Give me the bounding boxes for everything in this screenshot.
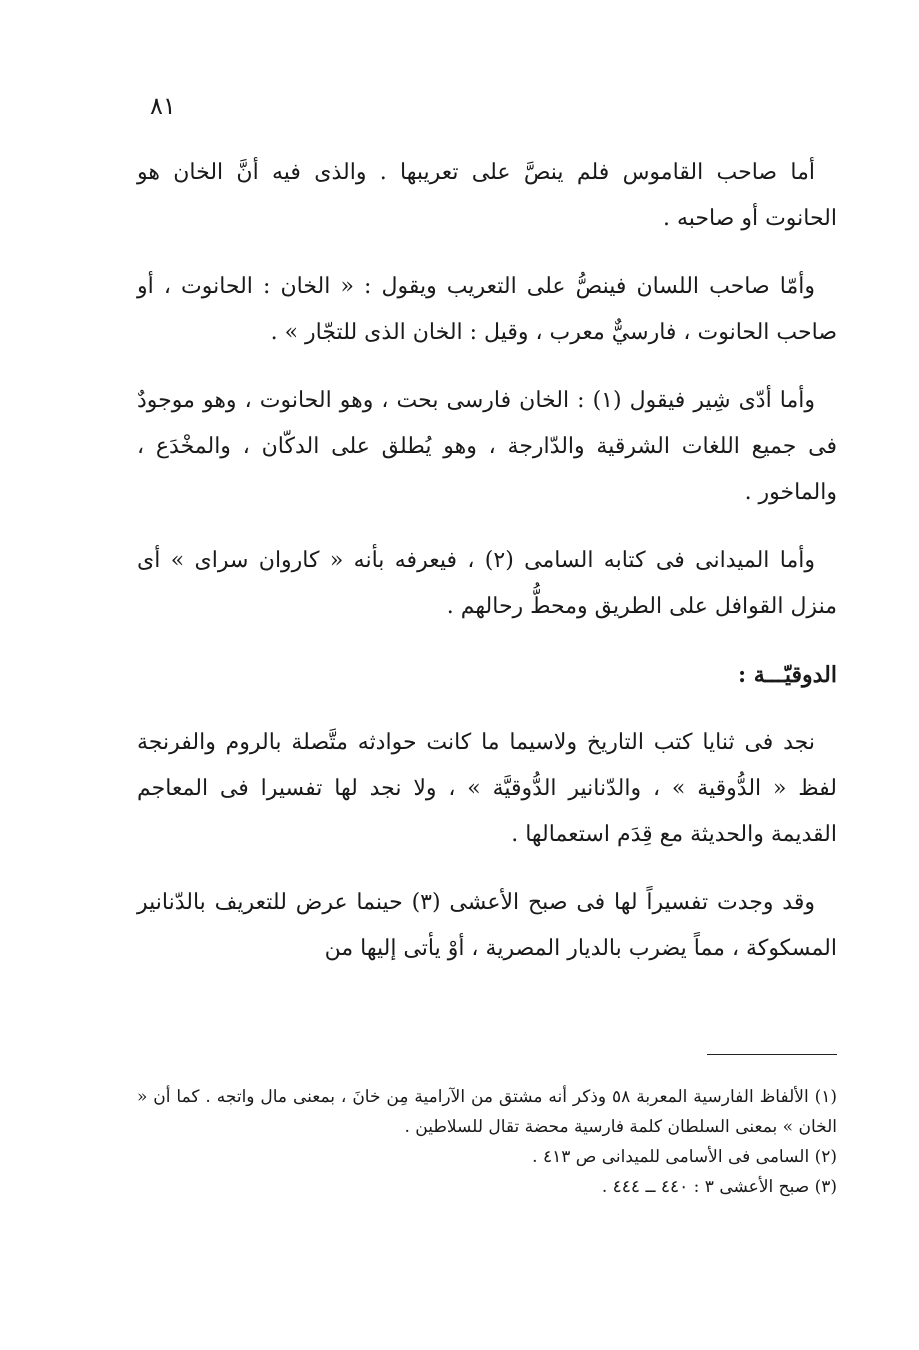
section-heading: الدوقيّـــة : [737,662,837,688]
paragraph-addai-shir: وأما أدّى شِير فيقول (١) : الخان فارسى بحت ، وهو الحانوت ، وهو موجودٌ فى جميع اللغات الشرقية والدّارجة ، وهو يُطلق على الدكّان ، والمخْدَع ، والماخور . [137,388,837,505]
paragraph-lisan: وأمّا صاحب اللسان فينصُّ على التعريب ويقول : « الخان : الحانوت ، أو صاحب الحانوت ، فارسيٌّ معرب ، وقيل : الخان الذى للتجّار » . [137,274,837,345]
page-number: ٨١ [150,92,176,120]
footnote-1: (١) الألفاظ الفارسية المعربة ٥٨ وذكر أنه مشتق من الآرامية مِن خانَ ، بمعنى مال واتجه . كما أن « الخان » بمعنى السلطان كلمة فارسية محضة تقال للسلاطين . [137,1087,837,1137]
paragraph-qamus: أما صاحب القاموس فلم ينصَّ على تعريبها . والذى فيه أنَّ الخان هو الحانوت أو صاحبه . [137,160,837,231]
footnote-3: (٣) صبح الأعشى ٣ : ٤٤٠ ــ ٤٤٤ . [601,1177,837,1197]
footnote-2: (٢) السامى فى الأسامى للميدانى ص ٤١٣ . [532,1147,837,1167]
paragraph-maydani: وأما الميدانى فى كتابه السامى (٢) ، فيعرفه بأنه « كاروان سراى » أى منزل القوافل على الطريق ومحطُّ رحالهم . [137,548,837,619]
main-text [137,150,837,994]
paragraph-duqiya: نجد فى ثنايا كتب التاريخ ولاسيما ما كانت حوادثه متَّصلة بالروم والفرنجة لفظ « الدُّوقية » ، والدّنانير الدُّوقيَّة » ، ولا نجد لها تفسيرا فى المعاجم القديمة والحديثة مع قِدَم استعمالها . [137,730,837,847]
footnotes [137,1082,837,1202]
paragraph-subh-al-asha: وقد وجدت تفسيراً لها فى صبح الأعشى (٣) حينما عرض للتعريف بالدّنانير المسكوكة ، مماً يضرب بالديار المصرية ، أوْ يأتى إليها من [137,890,837,961]
footnote-divider [707,1054,837,1055]
